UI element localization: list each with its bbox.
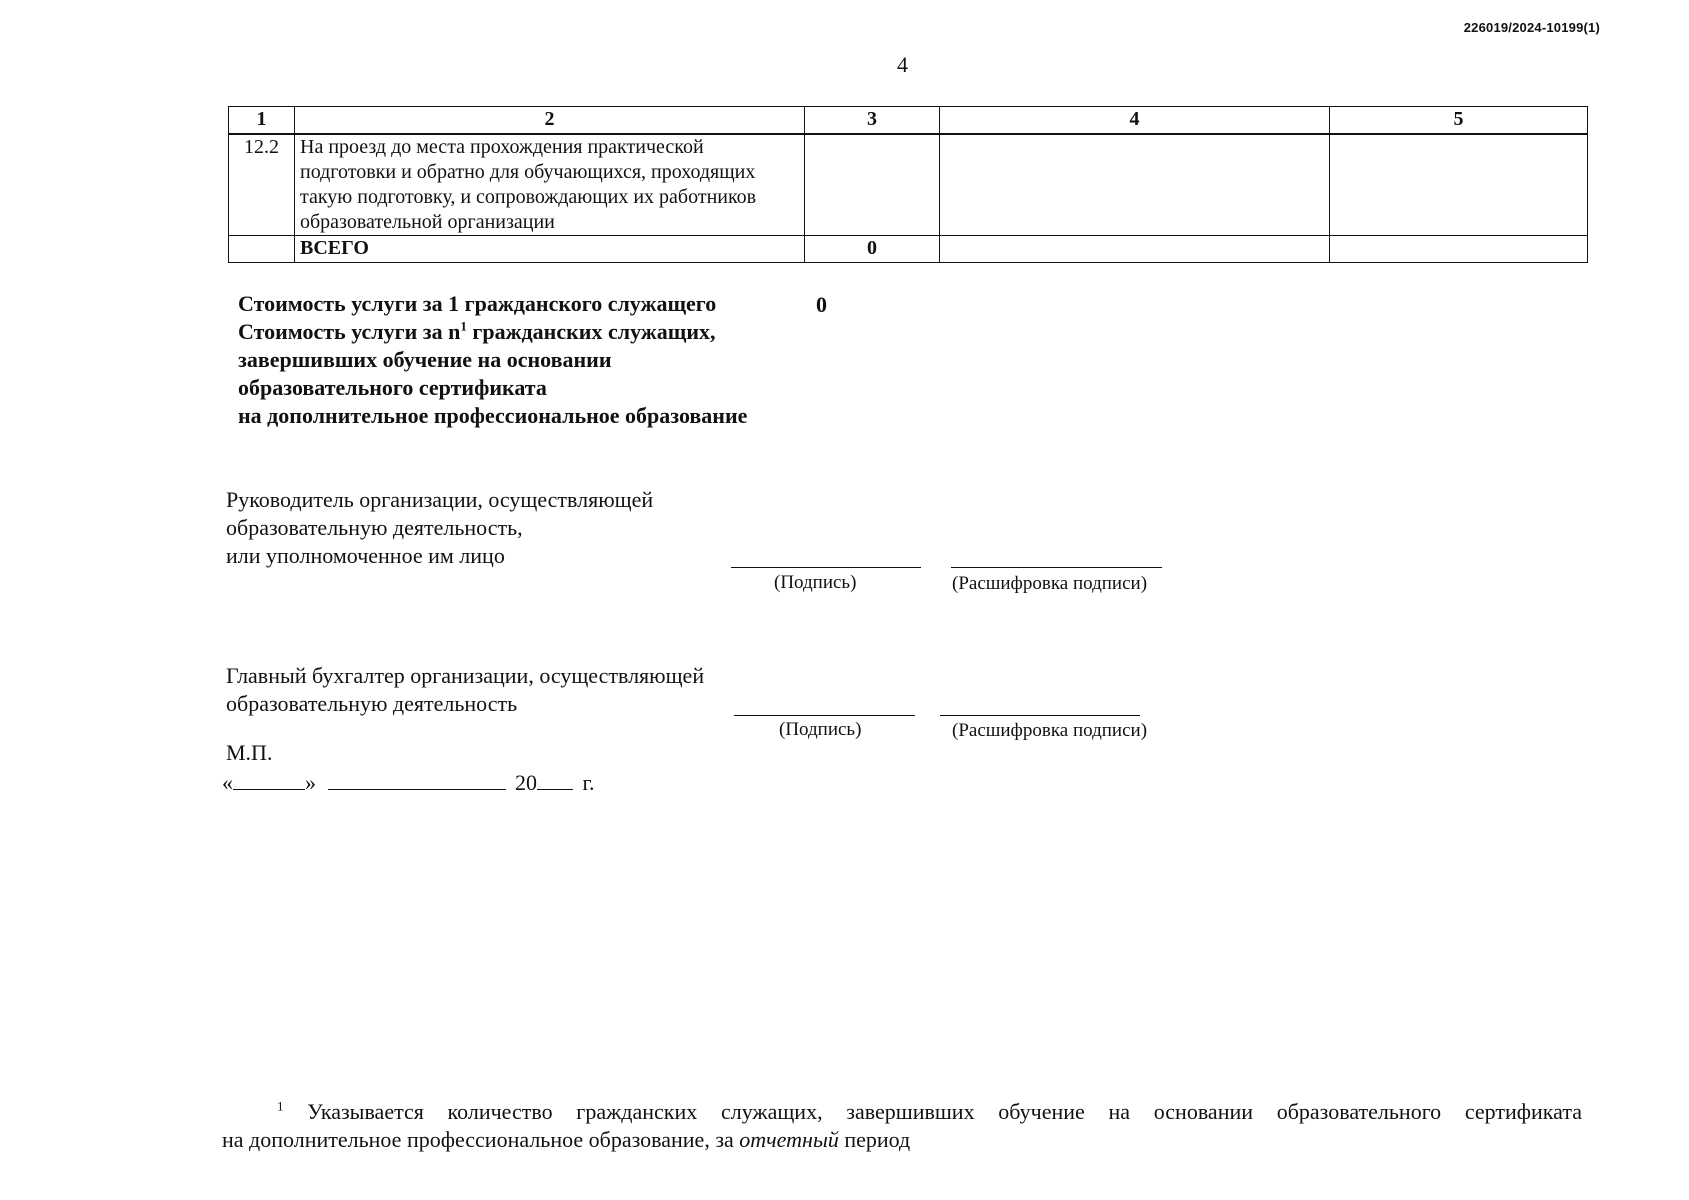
footnote-line1 [222,1098,1582,1126]
footnote-marker: 1 [277,1098,284,1114]
table-row [229,134,1588,236]
table-header-cell: 1 [229,107,295,135]
accountant-signature-caption: (Подпись) [779,719,862,740]
head-signature-line [731,567,921,568]
document-number: 226019/2024-10199(1) [1463,20,1600,35]
accountant-decode-line [940,715,1140,716]
cost-per-n-suffix: гражданских служащих, [466,319,716,344]
date-month-blank [328,769,506,790]
date-day-blank [233,769,305,790]
head-decode-line [951,567,1162,568]
cost-per-n-line4: образовательного сертификата [238,375,547,400]
total-number [229,236,295,263]
date-field [222,769,595,796]
footnote-line2-italic: отчетный [739,1127,839,1152]
head-label-line3: или уполномоченное им лицо [226,543,505,568]
footnote [222,1098,1582,1154]
date-year-prefix: 20 [515,770,537,795]
total-col3: 0 [805,236,940,263]
cost-table [228,106,1588,263]
table-header-row [229,107,1588,135]
date-close-quote: » [305,770,316,795]
footnote-ref: 1 [460,318,467,334]
head-signature-label [226,486,653,570]
date-year-blank [537,769,573,790]
row-description: На проезд до места прохождения практической подготовки и обратно для обучающихся, проходящих такую подготовку, и сопровождающих их работников образовательной организации [295,134,805,236]
footnote-line2-start: на дополнительное профессиональное образование, за [222,1127,740,1152]
head-signature-caption: (Подпись) [774,572,857,593]
date-year-suffix: г. [582,770,595,795]
page-number: 4 [897,52,908,77]
accountant-decode-caption: (Расшифровка подписи) [952,720,1148,741]
table-header-cell: 2 [295,107,805,135]
row-number: 12.2 [229,134,295,236]
table-header-cell: 4 [940,107,1330,135]
row-col5 [1330,134,1588,236]
total-label: ВСЕГО [295,236,805,263]
head-decode-caption: (Расшифровка подписи) [952,573,1148,594]
cost-per-n-prefix: Стоимость услуги за n [238,319,461,344]
total-col4 [940,236,1330,263]
accountant-label-line1: Главный бухгалтер организации, осуществляющей [226,663,705,688]
cost-per-one-label: Стоимость услуги за 1 гражданского служащего [238,291,717,316]
footnote-line2 [222,1127,910,1152]
cost-per-n-line5: на дополнительное профессиональное образование [238,403,748,428]
stamp-placeholder: М.П. [226,740,273,765]
row-col4 [940,134,1330,236]
cost-per-n-line3: завершивших обучение на основании [238,347,612,372]
footnote-line1-text: Указывается количество гражданских служащих, завершивших обучение на основании образовательного сертификата [307,1099,1583,1124]
row-col3 [805,134,940,236]
cost-per-one-value: 0 [816,292,827,317]
table-header-cell: 5 [1330,107,1588,135]
accountant-signature-line [734,715,915,716]
head-label-line1: Руководитель организации, осуществляющей [226,487,654,512]
head-label-line2: образовательную деятельность, [226,515,523,540]
accountant-label-line2: образовательную деятельность [226,691,518,716]
accountant-signature-label [226,662,704,718]
table-total-row [229,236,1588,263]
total-col5 [1330,236,1588,263]
cost-summary [238,290,747,430]
footnote-line2-end: период [838,1127,911,1152]
cost-per-n-label [238,318,747,346]
table-header-cell: 3 [805,107,940,135]
date-open-quote: « [222,770,233,795]
